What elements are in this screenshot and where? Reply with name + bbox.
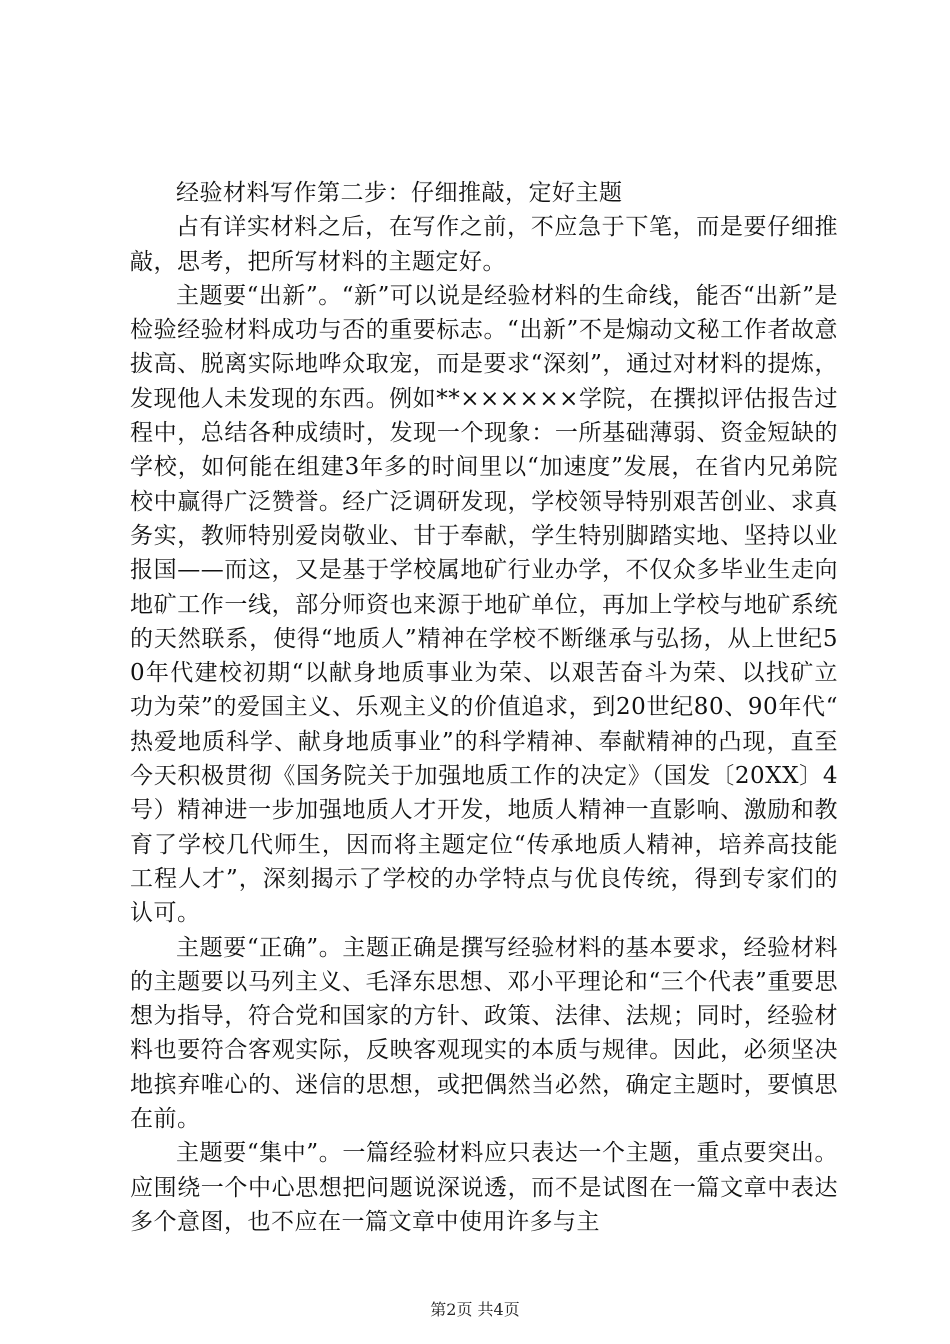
section-heading: 经验材料写作第二步：仔细推敲，定好主题 [176,180,623,206]
document-body [130,176,838,1239]
page-number-footer: 第2页 共4页 [430,1300,520,1319]
paragraph-novelty: 主题要“出新”。“新”可以说是经验材料的生命线，能否“出新”是检验经验材料成功与否的重要标志。“出新”不是煽动文秘工作者故意拔高、脱离实际地哗众取宠，而是要求“深刻”，通过对材料的提炼，发现他人未发现的东西。例如**××××××学院，在撰拟评估报告过程中，总结各种成绩时，发现一个现象：一所基础薄弱、资金短缺的学校，如何能在组建3年多的时间里以“加速度”发展，在省内兄弟院校中赢得广泛赞誉。经广泛调研发现，学校领导特别艰苦创业、求真务实，教师特别爱岗敬业、甘于奉献，学生特别脚踏实地、坚持以业报国——而这，又是基于学校属地矿行业办学，不仅众多毕业生走向地矿工作一线，部分师资也来源于地矿单位，再加上学校与地矿系统的天然联系，使得“地质人”精神在学校不断继承与弘扬，从上世纪50年代建校初期“以献身地质事业为荣、以艰苦奋斗为荣、以找矿立功为荣”的爱国主义、乐观主义的价值追求，到20世纪80、90年代“热爱地质科学、献身地质事业”的科学精神、奉献精神的凸现，直至今天积极贯彻《国务院关于加强地质工作的决定》（国发〔20XX〕4号）精神进一步加强地质人才开发，地质人精神一直影响、激励和教育了学校几代师生，因而将主题定位“传承地质人精神，培养高技能工程人才”，深刻揭示了学校的办学特点与优良传统，得到专家们的认可。 [130,282,838,927]
paragraph-intro: 占有详实材料之后，在写作之前，不应急于下笔，而是要仔细推敲，思考，把所写材料的主题定好。 [130,214,838,275]
paragraph-correctness: 主题要“正确”。主题正确是撰写经验材料的基本要求，经验材料的主题要以马列主义、毛泽东思想、邓小平理论和“三个代表”重要思想为指导，符合党和国家的方针、政策、法律、法规；同时，经验材料也要符合客观实际，反映客观现实的本质与规律。因此，必须坚决地摈弃唯心的、迷信的思想，或把偶然当必然，确定主题时，要慎思在前。 [130,934,838,1133]
paragraph-focus: 主题要“集中”。一篇经验材料应只表达一个主题，重点要突出。应围绕一个中心思想把问题说深说透，而不是试图在一篇文章中表达多个意图，也不应在一篇文章中使用许多与主 [130,1140,838,1235]
